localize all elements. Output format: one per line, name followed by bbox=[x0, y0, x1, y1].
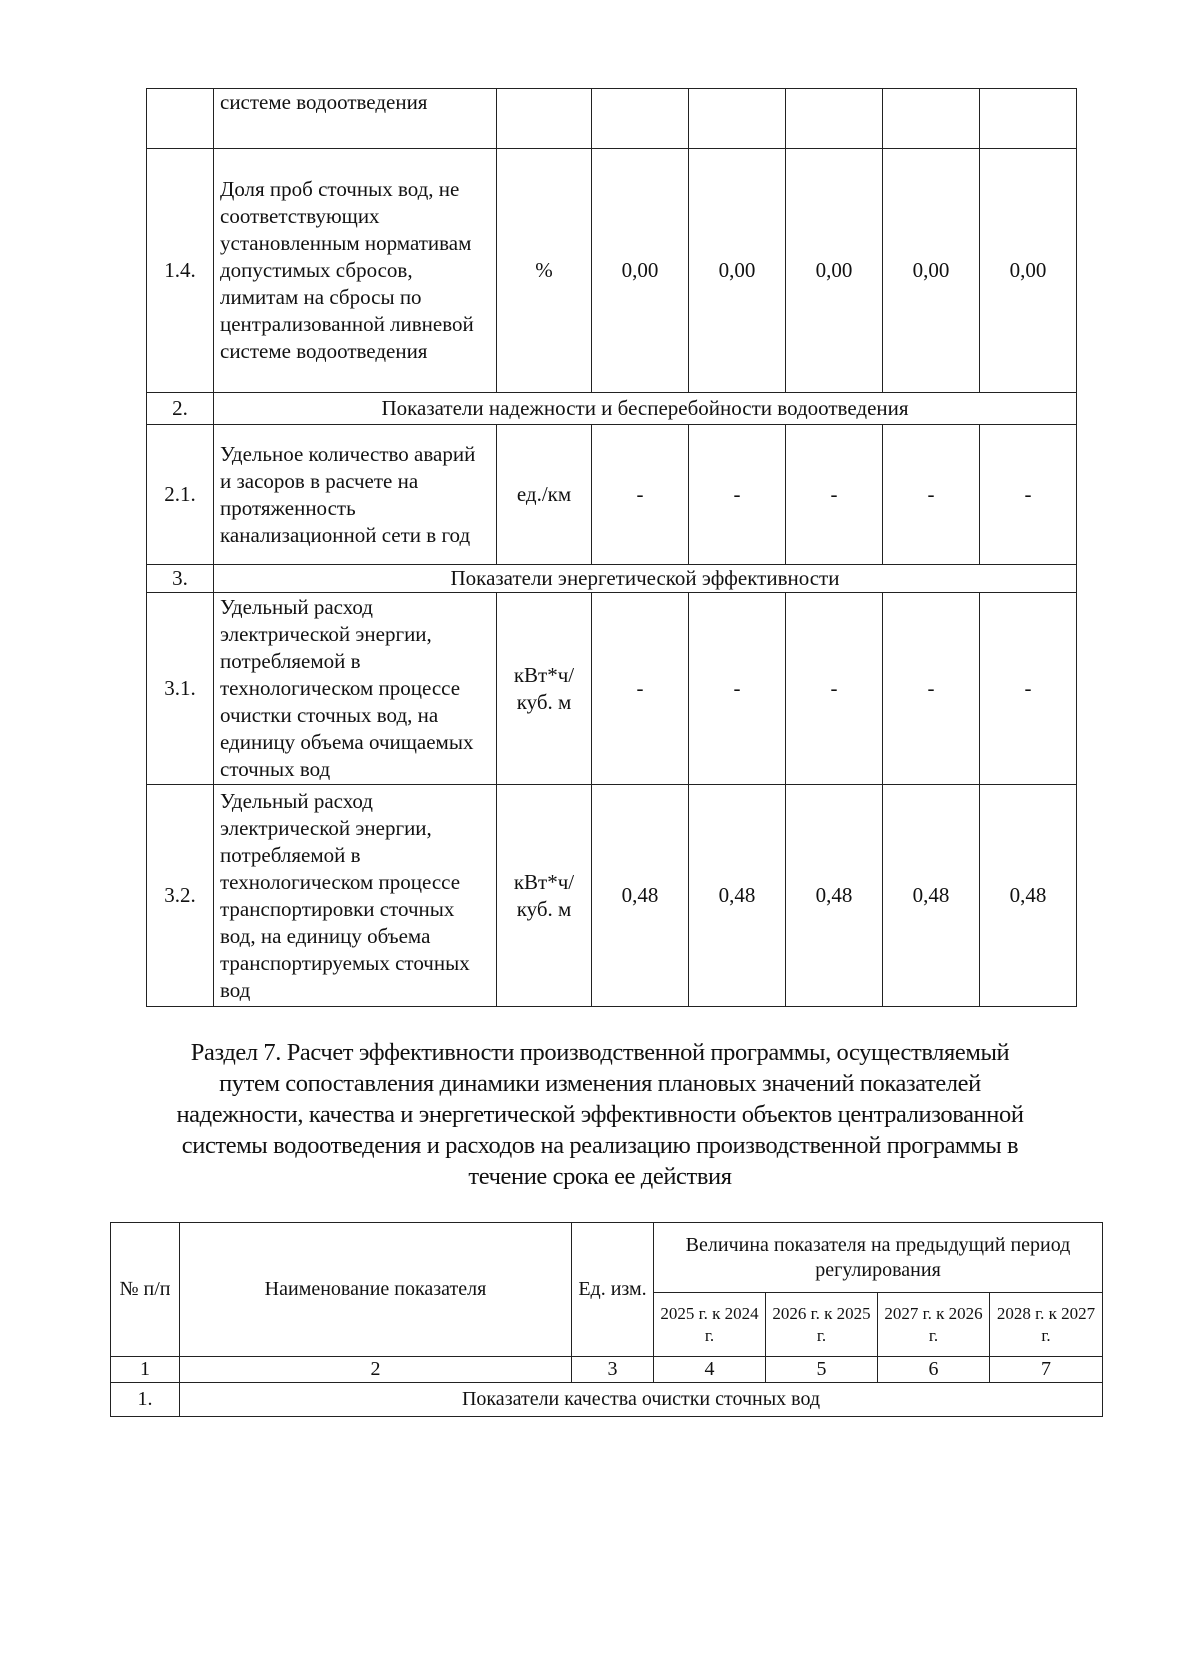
section-title: Показатели надежности и бесперебойности водоотведения bbox=[214, 393, 1077, 425]
row-number: 1.4. bbox=[147, 149, 214, 393]
section-number: 1. bbox=[111, 1383, 180, 1417]
section-title: Показатели энергетической эффективности bbox=[214, 565, 1077, 593]
row-value: - bbox=[689, 425, 786, 565]
col-unit-header: Ед. изм. bbox=[572, 1223, 654, 1357]
row-value: 0,48 bbox=[883, 785, 980, 1007]
table-row bbox=[147, 785, 1077, 1007]
period-header: 2027 г. к 2026 г. bbox=[878, 1293, 990, 1357]
row-value: 0,48 bbox=[786, 785, 883, 1007]
heading-line: течение срока ее действия bbox=[468, 1163, 732, 1190]
row-unit: % bbox=[497, 149, 592, 393]
row-value: 0,00 bbox=[689, 149, 786, 393]
efficiency-table bbox=[110, 1222, 1103, 1417]
period-header: 2028 г. к 2027 г. bbox=[990, 1293, 1103, 1357]
index-cell: 6 bbox=[878, 1357, 990, 1383]
row-value: - bbox=[592, 593, 689, 785]
heading-line: путем сопоставления динамики изменения плановых значений показателей bbox=[219, 1070, 981, 1097]
heading-line: надежности, качества и энергетической эффективности объектов централизованной bbox=[176, 1101, 1024, 1128]
row-number: 3.2. bbox=[147, 785, 214, 1007]
index-cell: 4 bbox=[654, 1357, 766, 1383]
table-row bbox=[147, 89, 1077, 149]
index-cell: 3 bbox=[572, 1357, 654, 1383]
table-row bbox=[147, 425, 1077, 565]
row-unit: кВт*ч/ куб. м bbox=[497, 593, 592, 785]
row-value: - bbox=[883, 425, 980, 565]
row-unit: кВт*ч/ куб. м bbox=[497, 785, 592, 1007]
row-value: - bbox=[689, 593, 786, 785]
header-row bbox=[111, 1223, 1103, 1293]
heading-line: Раздел 7. Расчет эффективности производственной программы, осуществляемый bbox=[190, 1039, 1010, 1066]
col-number-header: № п/п bbox=[111, 1223, 180, 1357]
section-number: 2. bbox=[147, 393, 214, 425]
col-group-header: Величина показателя на предыдущий период регулирования bbox=[654, 1223, 1103, 1293]
row-value: - bbox=[786, 593, 883, 785]
row-name: Удельный расход электрической энергии, потребляемой в технологическом процессе очистки сточных вод, на единицу объема очищаемых сточных вод bbox=[214, 593, 497, 785]
table-row bbox=[147, 149, 1077, 393]
index-cell: 5 bbox=[766, 1357, 878, 1383]
index-cell: 7 bbox=[990, 1357, 1103, 1383]
section-row bbox=[111, 1383, 1103, 1417]
row-name: системе водоотведения bbox=[214, 89, 497, 149]
row-value: - bbox=[980, 593, 1077, 785]
col-name-header: Наименование показателя bbox=[180, 1223, 572, 1357]
row-name: Удельный расход электрической энергии, потребляемой в технологическом процессе транспортировки сточных вод, на единицу объема транспортируемых сточных вод bbox=[214, 785, 497, 1007]
row-value: - bbox=[786, 425, 883, 565]
row-value: - bbox=[980, 425, 1077, 565]
section-row bbox=[147, 393, 1077, 425]
row-value: - bbox=[592, 425, 689, 565]
heading-line: системы водоотведения и расходов на реализацию производственной программы в bbox=[181, 1132, 1019, 1159]
row-number: 2.1. bbox=[147, 425, 214, 565]
row-value: - bbox=[883, 593, 980, 785]
section-7-heading bbox=[120, 1037, 1080, 1192]
section-number: 3. bbox=[147, 565, 214, 593]
row-value: 0,48 bbox=[592, 785, 689, 1007]
period-header: 2026 г. к 2025 г. bbox=[766, 1293, 878, 1357]
index-cell: 1 bbox=[111, 1357, 180, 1383]
period-header: 2025 г. к 2024 г. bbox=[654, 1293, 766, 1357]
row-value: 0,00 bbox=[980, 149, 1077, 393]
row-unit: ед./км bbox=[497, 425, 592, 565]
row-name: Доля проб сточных вод, не соответствующих установленным нормативам допустимых сбросов, лимитам на сбросы по централизованной ливневой системе водоотведения bbox=[214, 149, 497, 393]
row-name: Удельное количество аварий и засоров в расчете на протяженность канализационной сети в год bbox=[214, 425, 497, 565]
row-number: 3.1. bbox=[147, 593, 214, 785]
row-value: 0,48 bbox=[980, 785, 1077, 1007]
index-row bbox=[111, 1357, 1103, 1383]
row-value: 0,00 bbox=[883, 149, 980, 393]
section-title: Показатели качества очистки сточных вод bbox=[180, 1383, 1103, 1417]
row-value: 0,48 bbox=[689, 785, 786, 1007]
index-cell: 2 bbox=[180, 1357, 572, 1383]
section-row bbox=[147, 565, 1077, 593]
row-value: 0,00 bbox=[786, 149, 883, 393]
row-value: 0,00 bbox=[592, 149, 689, 393]
table-row bbox=[147, 593, 1077, 785]
indicators-table-continued bbox=[146, 88, 1077, 1007]
